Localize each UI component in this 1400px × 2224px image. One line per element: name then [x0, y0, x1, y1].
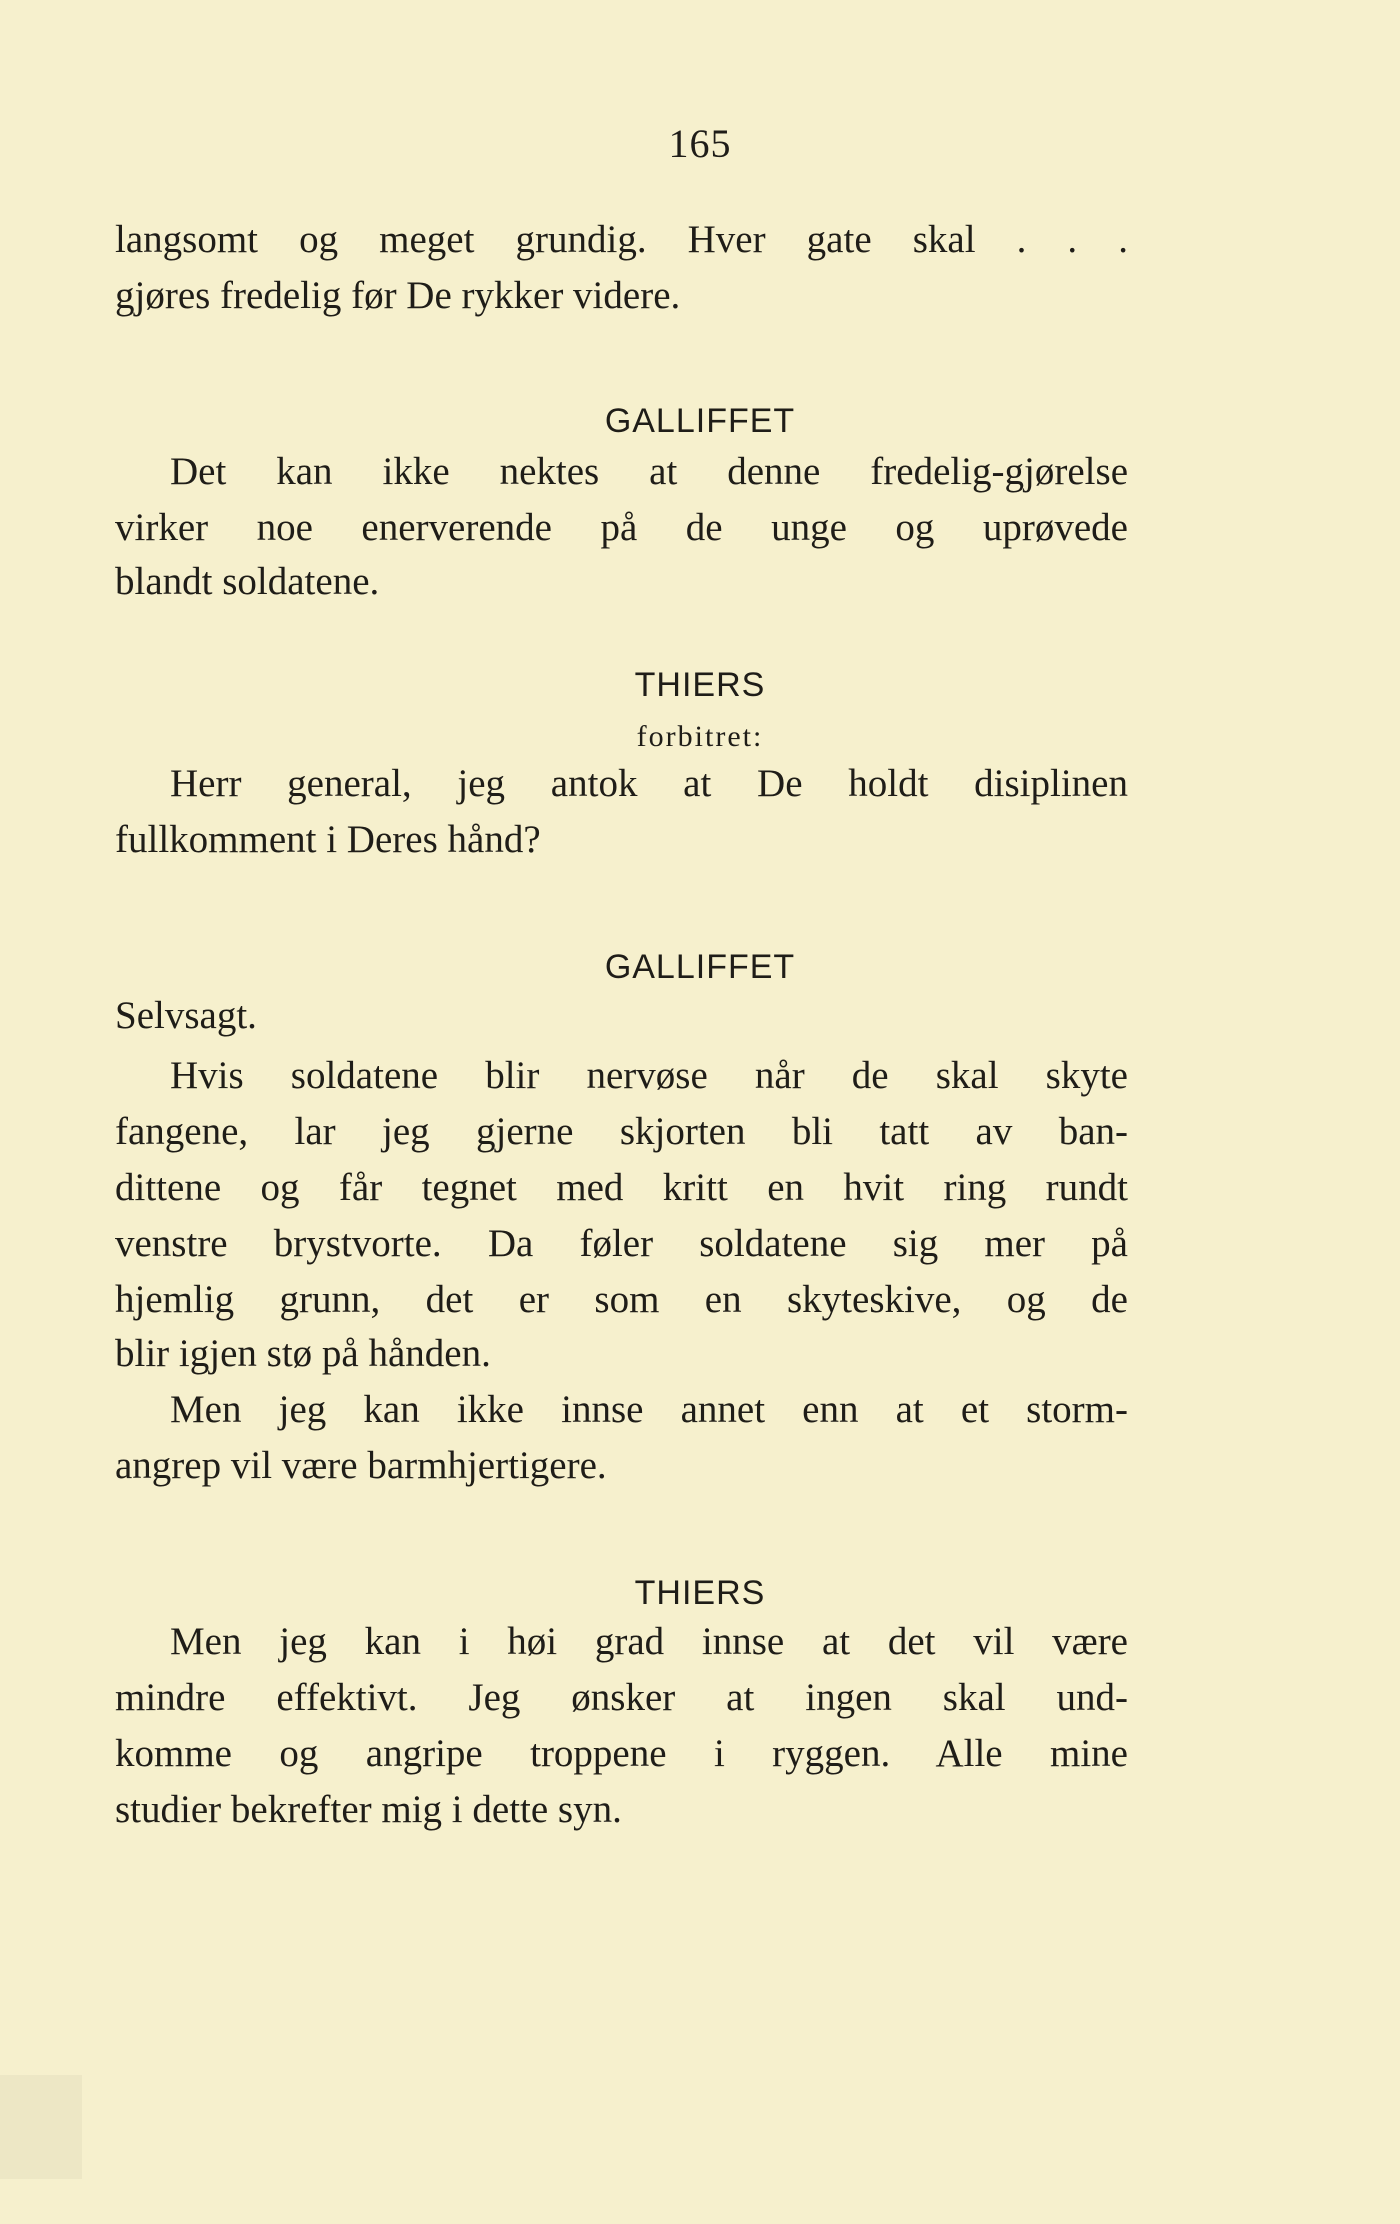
text-line: Herr general, jeg antok at De holdt disiplinen — [170, 762, 1128, 805]
text-line: studier bekrefter mig i dette syn. — [115, 1788, 622, 1831]
stage-direction: forbitret: — [636, 720, 764, 753]
text-line: dittene og får tegnet med kritt en hvit ring rundt — [115, 1166, 1128, 1209]
text-line: gjøres fredelig før De rykker videre. — [115, 274, 681, 317]
text-line: angrep vil være barmhjertigere. — [115, 1444, 607, 1487]
text-line: fangene, lar jeg gjerne skjorten bli tatt av ban- — [115, 1110, 1128, 1153]
text-line: langsomt og meget grundig. Hver gate skal . . . — [115, 218, 1128, 261]
text-line: blir igjen stø på hånden. — [115, 1332, 491, 1375]
speaker-name: THIERS — [634, 666, 766, 704]
text-line: Selvsagt. — [115, 994, 257, 1037]
text-line: fullkomment i Deres hånd? — [115, 818, 541, 861]
text-line: mindre effektivt. Jeg ønsker at ingen skal und- — [115, 1676, 1128, 1719]
speaker-name: GALLIFFET — [604, 402, 796, 440]
text-line: Hvis soldatene blir nervøse når de skal skyte — [170, 1054, 1128, 1097]
text-line: venstre brystvorte. Da føler soldatene sig mer på — [115, 1222, 1128, 1265]
page-edge-shadow — [0, 2075, 82, 2179]
text-line: Men jeg kan ikke innse annet enn at et storm- — [170, 1388, 1128, 1431]
speaker-name: GALLIFFET — [604, 948, 796, 986]
text-line: virker noe enerverende på de unge og uprøvede — [115, 506, 1128, 549]
text-line: blandt soldatene. — [115, 560, 380, 603]
text-line: Men jeg kan i høi grad innse at det vil være — [170, 1620, 1128, 1663]
speaker-name: THIERS — [634, 1574, 766, 1612]
text-line: komme og angripe troppene i ryggen. Alle mine — [115, 1732, 1128, 1775]
text-line: Det kan ikke nektes at denne fredelig-gjørelse — [170, 450, 1128, 493]
page-number: 165 — [668, 121, 732, 166]
text-line: hjemlig grunn, det er som en skyteskive, og de — [115, 1278, 1128, 1321]
